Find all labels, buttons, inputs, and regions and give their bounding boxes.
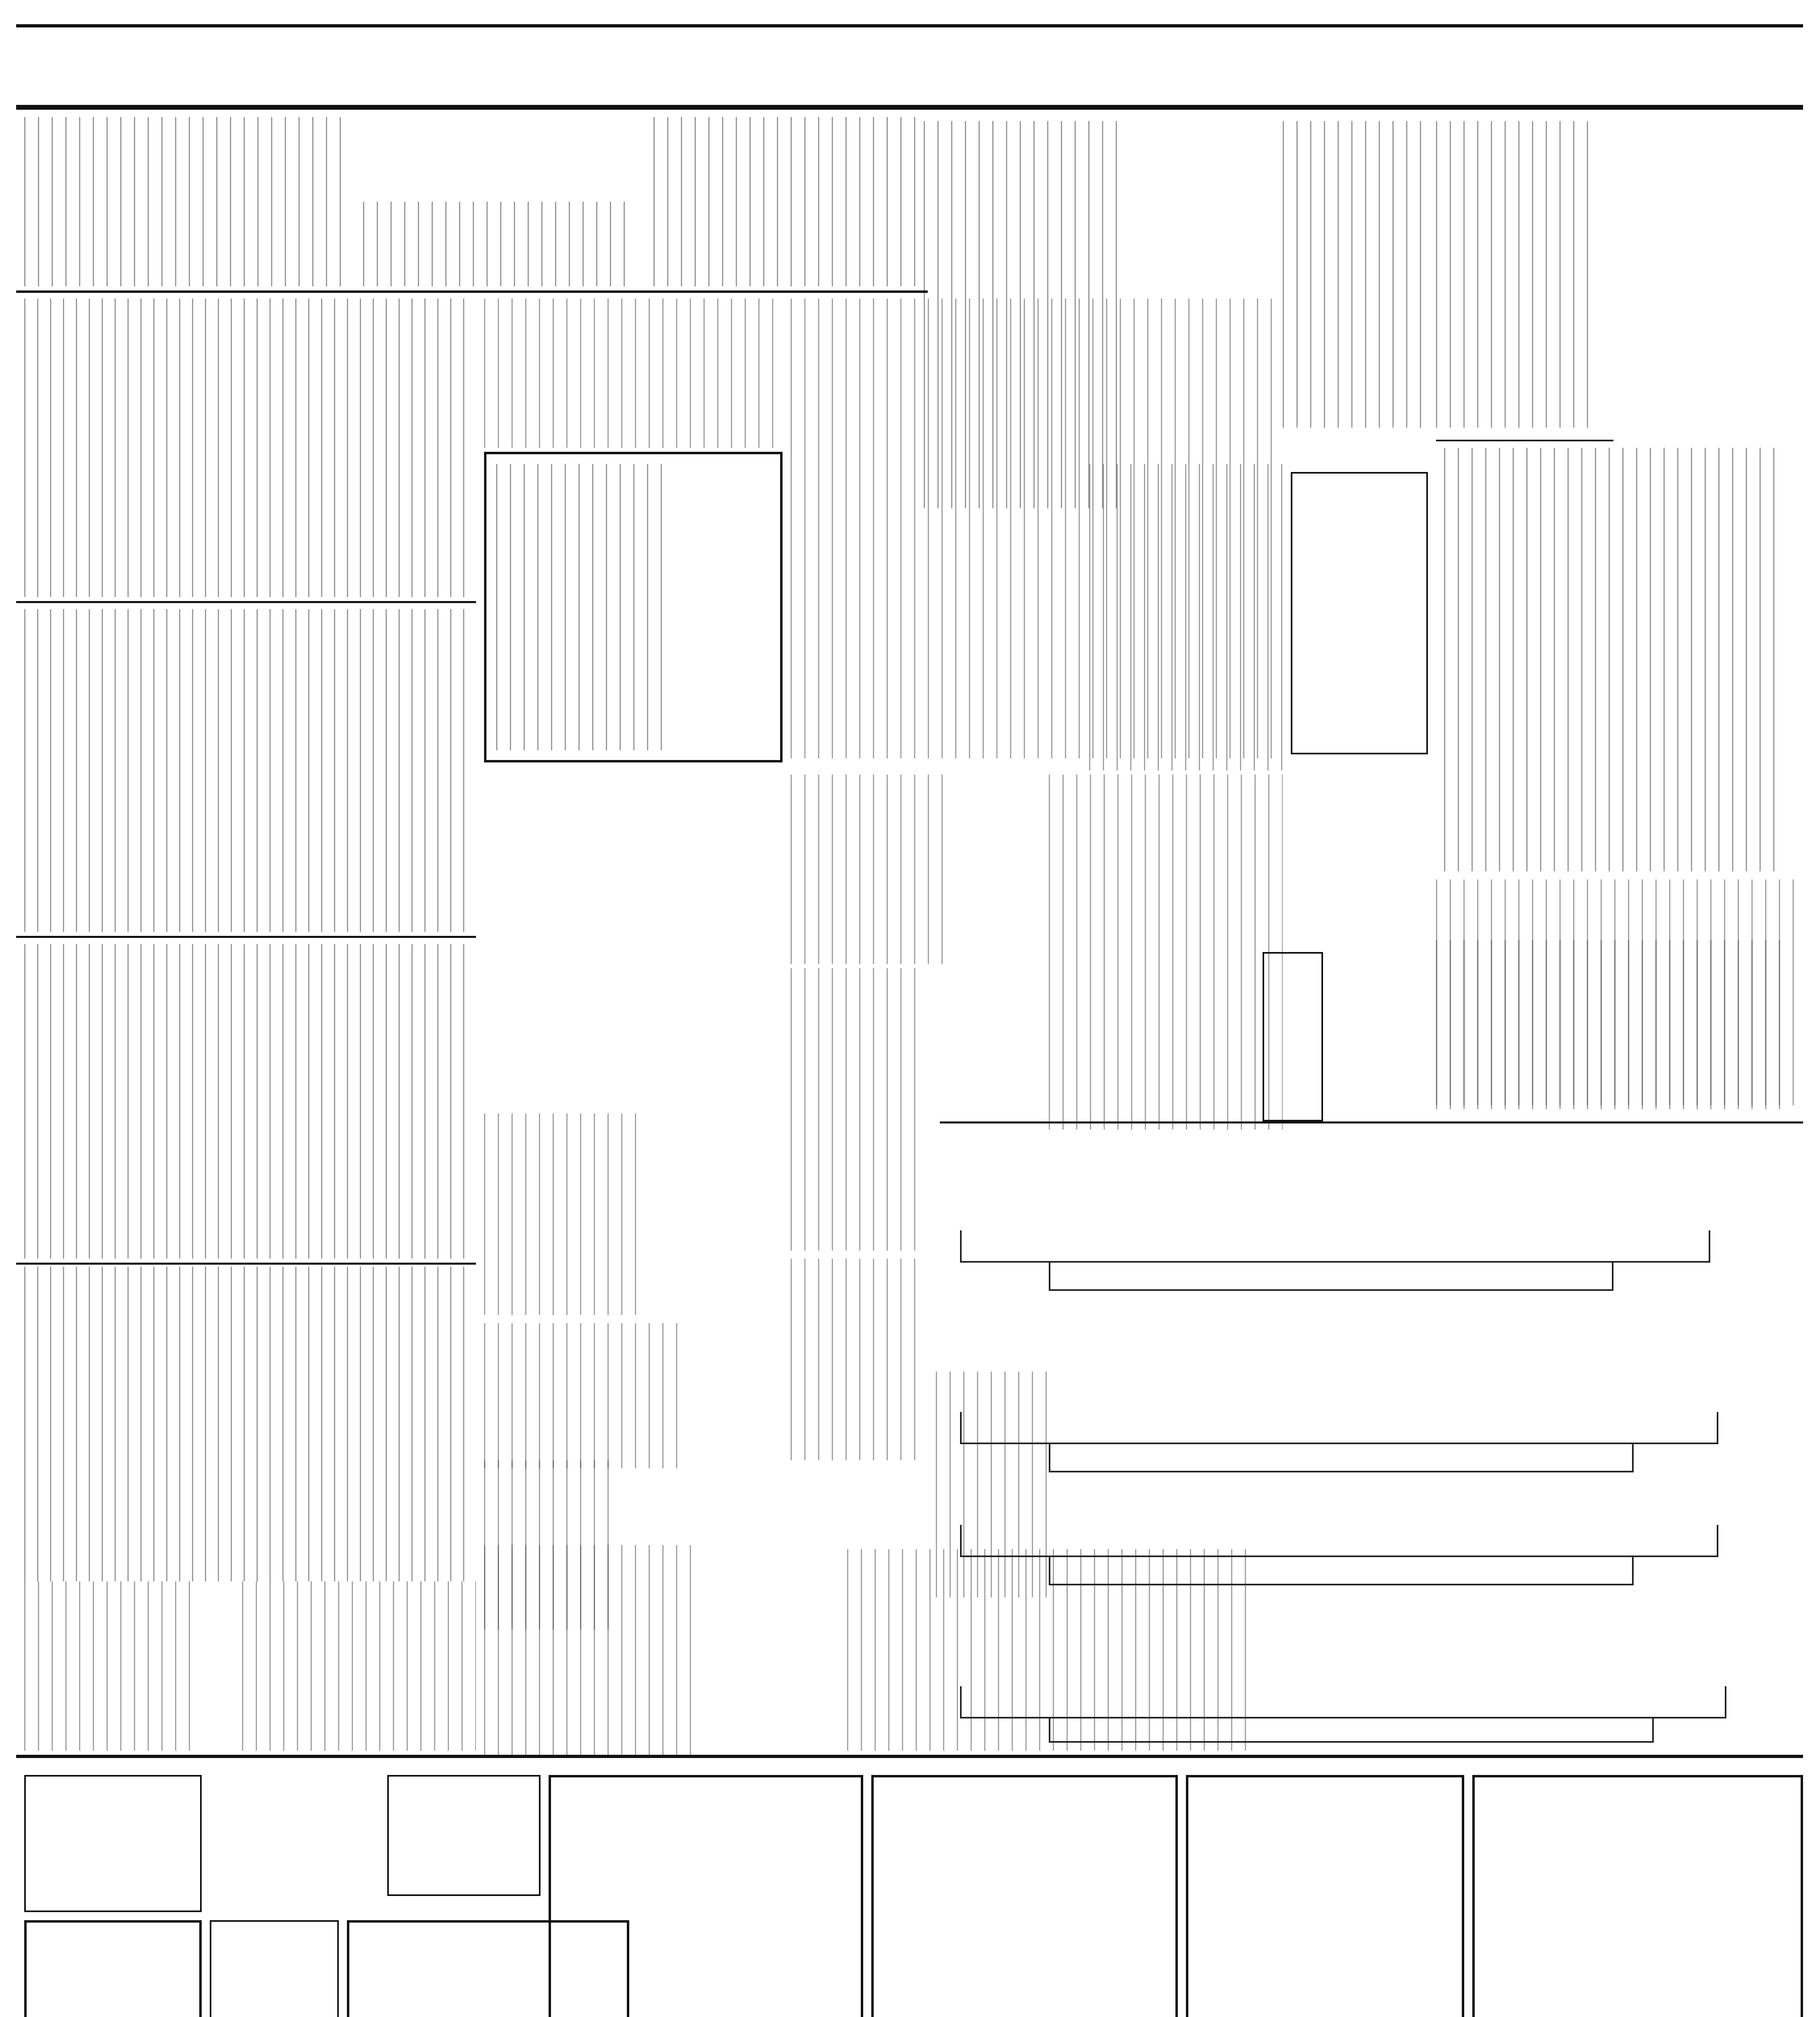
top-left-rule: [16, 290, 928, 293]
ad-paper-box: [24, 1775, 202, 1912]
ad-economy-box: [387, 1775, 541, 1896]
film-ban-body: [496, 464, 666, 750]
census-body-2: [1049, 775, 1283, 1130]
ad-watch-box: [1186, 1775, 1464, 2017]
rail-award-body: [791, 968, 928, 1251]
slaughter-body: [791, 1259, 928, 1460]
athletics-rule-2: [16, 936, 476, 938]
quarantine-box: [1291, 472, 1428, 754]
misc-body: [484, 1323, 678, 1468]
bracket-lines-1: [960, 1230, 1710, 1263]
athletics-schedule-block-2: [24, 609, 468, 932]
ads-top-rule: [16, 1755, 1803, 1758]
bracket-lines-4: [960, 1686, 1726, 1718]
census-body: [791, 775, 944, 964]
lead-continuation-columns: [1444, 448, 1775, 871]
bracket-lines-2: [960, 1412, 1718, 1444]
games-body-columns: [1283, 121, 1428, 428]
quarantine-body: [1089, 464, 1283, 770]
swim-schedule-block-2: [24, 1267, 476, 1581]
lead-body-columns: [1436, 121, 1589, 428]
bracket-lines-2b: [1049, 1444, 1634, 1472]
top-left-news-columns: [24, 117, 347, 286]
brackets-rule: [940, 1121, 1803, 1123]
duanmu-body: [484, 1545, 694, 1755]
news-body-bottom: [242, 1581, 476, 1751]
masthead-bottom-rule: [16, 105, 1803, 110]
new-issue-body: [24, 1581, 202, 1751]
ad-rally-box: [347, 1920, 629, 2017]
masthead-top-rule: [16, 24, 1803, 27]
swim-rule: [16, 1263, 476, 1265]
ad-soy-box: [24, 1920, 202, 2017]
bracket-lines-4b: [1049, 1718, 1654, 1743]
flight-box: [1263, 952, 1323, 1121]
athletics-schedule-block-1: [24, 299, 476, 597]
bracket-lines-1b: [1049, 1263, 1613, 1291]
games-schedule-columns-2: [484, 299, 783, 448]
ad-nurse-box: [210, 1920, 339, 2017]
lead-divider: [1436, 440, 1613, 441]
school-sports-body: [363, 202, 637, 286]
school-sports-columns: [653, 117, 916, 286]
ad-doctor-box: [1472, 1775, 1803, 2017]
ad-garden-box: [871, 1775, 1178, 2017]
athletics-rule: [16, 601, 476, 603]
school-course-body: [1436, 940, 1791, 1109]
bracket-lines-3b: [1049, 1557, 1634, 1585]
telegram-body: [484, 1113, 637, 1315]
bracket-lines-3: [960, 1525, 1718, 1557]
swim-schedule-block-1: [24, 944, 476, 1259]
